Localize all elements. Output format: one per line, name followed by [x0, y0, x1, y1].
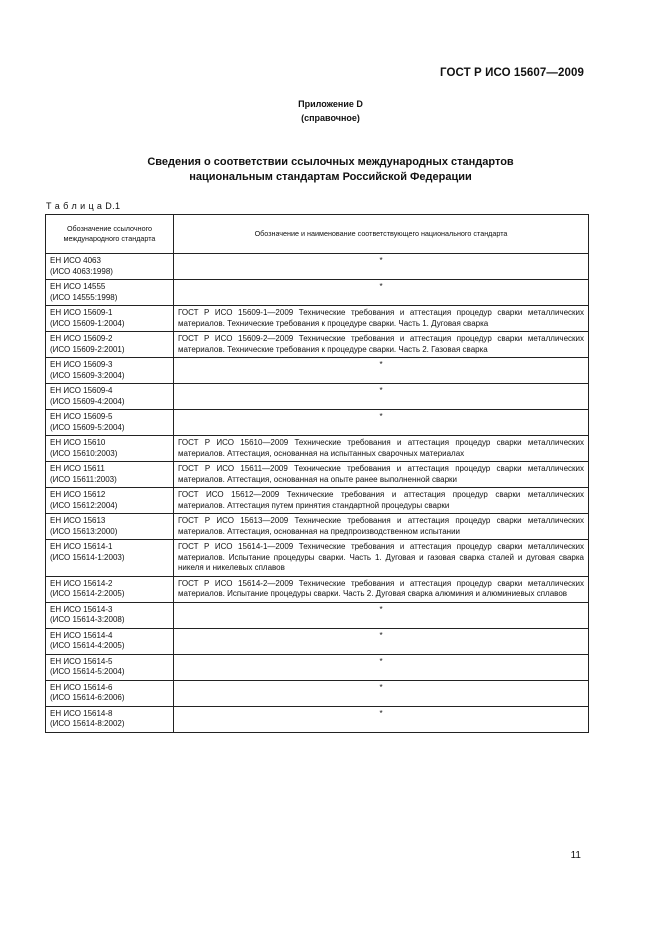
table-body	[46, 254, 589, 733]
section-title	[0, 155, 661, 185]
national-standard-cell: ГОСТ Р ИСО 15613—2009 Технические требования и аттестация процедур сварки металлических материалов. Аттестация, основанная на предпроизводственном испытании	[174, 514, 589, 540]
section-title-line2: национальным стандартам Российской Федерации	[189, 171, 472, 183]
table-row	[46, 462, 589, 488]
reference-standard-cell: ЕН ИСО 15609-5 (ИСО 15609-5:2004)	[46, 410, 174, 436]
reference-standard-cell: ЕН ИСО 15614-2 (ИСО 15614-2:2005)	[46, 576, 174, 602]
national-standard-cell: *	[174, 358, 589, 384]
reference-standard-cell: ЕН ИСО 15614-6 (ИСО 15614-6:2006)	[46, 680, 174, 706]
reference-standard-cell: ЕН ИСО 15612 (ИСО 15612:2004)	[46, 488, 174, 514]
national-standard-cell: *	[174, 254, 589, 280]
table-row	[46, 680, 589, 706]
table-row	[46, 576, 589, 602]
col-header-reference: Обозначение ссылочного международного стандарта	[46, 215, 174, 254]
table-row	[46, 540, 589, 577]
national-standard-cell: *	[174, 410, 589, 436]
table-row	[46, 654, 589, 680]
national-standard-cell: ГОСТ Р ИСО 15609-2—2009 Технические требования и аттестация процедур сварки металлических материалов. Технические требования к процедуре сварки. Часть 2. Газовая сварка	[174, 332, 589, 358]
national-standard-cell: ГОСТ Р ИСО 15611—2009 Технические требования и аттестация процедур сварки металлических материалов. Аттестация, основанная на опыте ранее выполненной сварки	[174, 462, 589, 488]
national-standard-cell: *	[174, 654, 589, 680]
table-row	[46, 488, 589, 514]
reference-standard-cell: ЕН ИСО 15611 (ИСО 15611:2003)	[46, 462, 174, 488]
table-row	[46, 306, 589, 332]
appendix-subtitle: (справочное)	[301, 113, 360, 123]
reference-standard-cell: ЕН ИСО 15614-4 (ИСО 15614-4:2005)	[46, 628, 174, 654]
table-row	[46, 436, 589, 462]
reference-standard-cell: ЕН ИСО 15609-2 (ИСО 15609-2:2001)	[46, 332, 174, 358]
reference-standard-cell: ЕН ИСО 4063 (ИСО 4063:1998)	[46, 254, 174, 280]
table-row	[46, 332, 589, 358]
national-standard-cell: ГОСТ Р ИСО 15609-1—2009 Технические требования и аттестация процедур сварки металлических материалов. Технические требования к процедуре сварки. Часть 1. Дуговая сварка	[174, 306, 589, 332]
col-header-national: Обозначение и наименование соответствующего национального стандарта	[174, 215, 589, 254]
national-standard-cell: *	[174, 680, 589, 706]
table-row	[46, 358, 589, 384]
reference-standard-cell: ЕН ИСО 15609-3 (ИСО 15609-3:2004)	[46, 358, 174, 384]
national-standard-cell: *	[174, 628, 589, 654]
national-standard-cell: *	[174, 706, 589, 732]
table-label: Т а б л и ц а D.1	[46, 201, 121, 211]
national-standard-cell: *	[174, 280, 589, 306]
correspondence-table	[45, 214, 589, 733]
appendix-heading	[0, 97, 661, 125]
national-standard-cell: ГОСТ ИСО 15612—2009 Технические требования и аттестация процедур сварки металлических материалов. Аттестация путем принятия стандартной процедуры сварки	[174, 488, 589, 514]
national-standard-cell: ГОСТ Р ИСО 15614-1—2009 Технические требования и аттестация процедур сварки металлических материалов. Испытание процедуры сварки. Часть 1. Дуговая и газовая сварка сталей и дуговая сварка никеля и никелевых сплавов	[174, 540, 589, 577]
table-row	[46, 384, 589, 410]
national-standard-cell: *	[174, 602, 589, 628]
reference-standard-cell: ЕН ИСО 15613 (ИСО 15613:2000)	[46, 514, 174, 540]
section-title-line1: Сведения о соответствии ссылочных международных стандартов	[147, 156, 514, 168]
page-number: 11	[570, 850, 581, 861]
national-standard-cell: *	[174, 384, 589, 410]
table-row	[46, 514, 589, 540]
reference-standard-cell: ЕН ИСО 14555 (ИСО 14555:1998)	[46, 280, 174, 306]
document-code: ГОСТ Р ИСО 15607—2009	[439, 67, 584, 79]
reference-standard-cell: ЕН ИСО 15609-4 (ИСО 15609-4:2004)	[46, 384, 174, 410]
national-standard-cell: ГОСТ Р ИСО 15610—2009 Технические требования и аттестация процедур сварки металлических материалов. Аттестация, основанная на испытанных сварочных материалах	[174, 436, 589, 462]
national-standard-cell: ГОСТ Р ИСО 15614-2—2009 Технические требования и аттестация процедур сварки металлических материалов. Испытание процедуры сварки. Часть 2. Дуговая сварка алюминия и алюминиевых сплавов	[174, 576, 589, 602]
appendix-title: Приложение D	[298, 99, 363, 109]
table-row	[46, 602, 589, 628]
table-row	[46, 628, 589, 654]
table-row	[46, 254, 589, 280]
reference-standard-cell: ЕН ИСО 15614-5 (ИСО 15614-5:2004)	[46, 654, 174, 680]
reference-standard-cell: ЕН ИСО 15610 (ИСО 15610:2003)	[46, 436, 174, 462]
reference-standard-cell: ЕН ИСО 15614-8 (ИСО 15614-8:2002)	[46, 706, 174, 732]
table-row	[46, 410, 589, 436]
table-header-row	[46, 215, 589, 254]
reference-standard-cell: ЕН ИСО 15609-1 (ИСО 15609-1:2004)	[46, 306, 174, 332]
reference-standard-cell: ЕН ИСО 15614-3 (ИСО 15614-3:2008)	[46, 602, 174, 628]
table-row	[46, 280, 589, 306]
table-row	[46, 706, 589, 732]
reference-standard-cell: ЕН ИСО 15614-1 (ИСО 15614-1:2003)	[46, 540, 174, 577]
